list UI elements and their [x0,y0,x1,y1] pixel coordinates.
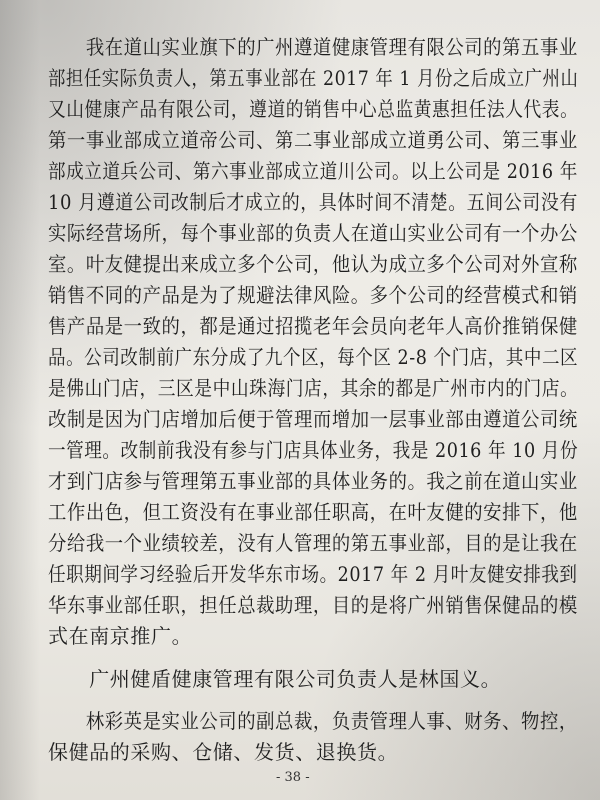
text-line: 式在南京推广。 [48,624,193,648]
text-line: 广州健盾健康管理有限公司负责人是林国义。 [48,667,502,691]
text-line: 10 月遵道公司改制后才成立的，具体时间不清楚。五间公司没有 [48,190,578,214]
text-line: 改制是因为门店增加后便于管理而增加一层事业部由遵道公司统 [48,407,578,431]
text-line: 保健品的采购、仓储、发货、退换货。 [48,740,399,764]
text-line: 是佛山门店，三区是中山珠海门店，其余的都是广州市内的门店。 [48,376,579,400]
text-line: 品。公司改制前广东分成了九个区，每个区 2-8 个门店，其中二区 [48,345,579,369]
page-shadow [0,0,40,800]
text-line: 华东事业部任职，担任总裁助理，目的是将广州销售保健品的模 [48,593,578,617]
text-line: 分给我一个业绩较差，没有人管理的第五事业部，目的是让我在 [48,531,578,555]
text-line: 部担任实际负责人，第五事业部在 2017 年 1 月份之后成立广州山 [48,66,579,90]
text-line: 第一事业部成立道帝公司、第二事业部成立道勇公司、第三事业 [48,128,578,152]
page-number: - 38 - [276,770,310,785]
text-line: 一管理。改制前我没有参与门店具体业务，我是 2016 年 10 月份 [48,438,579,462]
text-line: 实际经营场所，每个事业部的负责人在道山实业公司有一个办公 [48,221,578,245]
text-line: 工作出色，但工资没有在事业部任职高，在叶友健的安排下，他 [48,500,578,524]
text-line: 销售不同的产品是为了规避法律风险。多个公司的经营模式和销 [48,283,578,307]
text-line: 任职期间学习经验后开发华东市场。2017 年 2 月叶友健安排我到 [48,562,578,586]
text-line: 我在道山实业旗下的广州遵道健康管理有限公司的第五事业 [48,35,578,59]
text-line: 室。叶友健提出来成立多个公司，他认为成立多个公司对外宣称 [48,252,578,276]
text-line: 又山健康产品有限公司，遵道的销售中心总监黄惠担任法人代表。 [48,97,579,121]
text-line: 才到门店参与管理第五事业部的具体业务的。我之前在道山实业 [48,469,578,493]
text-line: 售产品是一致的，都是通过招揽老年会员向老年人高价推销保健 [48,314,578,338]
text-line: 部成立道兵公司、第六事业部成立道川公司。以上公司是 2016 年 [48,159,578,183]
text-line: 林彩英是实业公司的副总裁，负责管理人事、财务、物控， [48,709,578,733]
